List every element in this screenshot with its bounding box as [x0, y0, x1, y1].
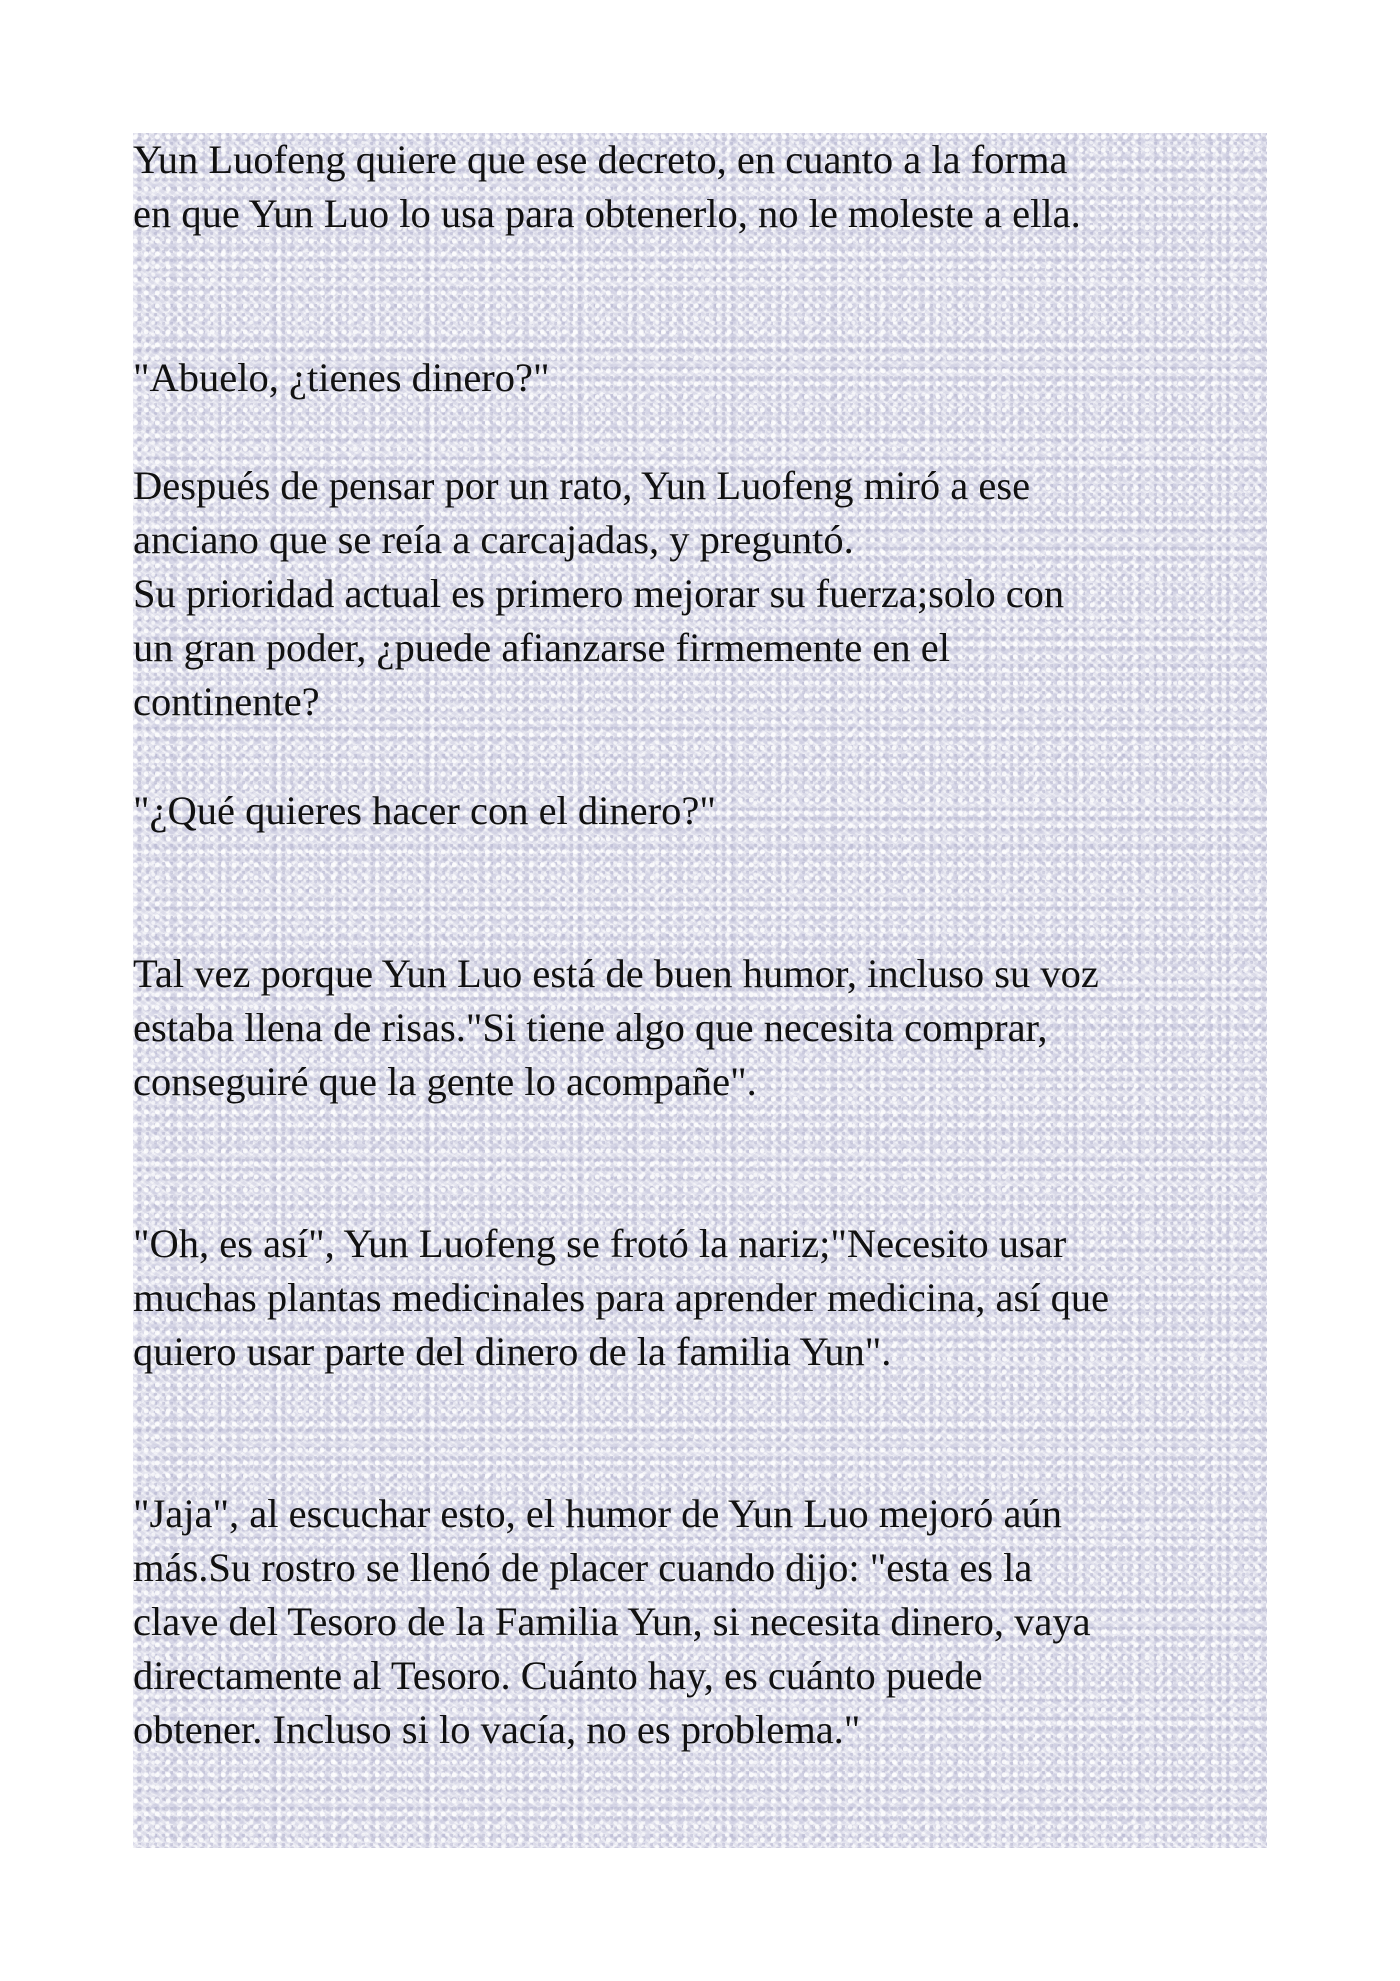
paragraph-4: [133, 784, 716, 838]
text-line: estaba llena de risas."Si tiene algo que necesita comprar,: [133, 1005, 1048, 1050]
paragraph-1: [133, 133, 1081, 241]
text-line: quiero usar parte del dinero de la familia Yun".: [133, 1329, 892, 1374]
text-line: más.Su rostro se llenó de placer cuando dijo: "esta es la: [133, 1545, 1033, 1590]
paragraph-6: [133, 1217, 1109, 1379]
text-line: obtener. Incluso si lo vacía, no es problema.": [133, 1707, 861, 1752]
text-line: "Oh, es así", Yun Luofeng se frotó la nariz;"Necesito usar: [133, 1221, 1067, 1266]
text-line: un gran poder, ¿puede afianzarse firmemente en el: [133, 625, 950, 670]
text-line: Su prioridad actual es primero mejorar su fuerza;solo con: [133, 571, 1065, 616]
text-line: anciano que se reía a carcajadas, y preguntó.: [133, 517, 854, 562]
text-line: clave del Tesoro de la Familia Yun, si necesita dinero, vaya: [133, 1599, 1091, 1644]
text-line: directamente al Tesoro. Cuánto hay, es cuánto puede: [133, 1653, 983, 1698]
text-line: muchas plantas medicinales para aprender medicina, así que: [133, 1275, 1110, 1320]
paragraph-3: [133, 459, 1064, 729]
text-line: conseguiré que la gente lo acompañe".: [133, 1059, 757, 1104]
text-line: "Jaja", al escuchar esto, el humor de Yun Luo mejoró aún: [133, 1491, 1063, 1536]
text-line: Después de pensar por un rato, Yun Luofeng miró a ese: [133, 463, 1031, 508]
paragraph-5: [133, 947, 1099, 1109]
text-line: continente?: [133, 679, 320, 724]
text-line: Tal vez porque Yun Luo está de buen humor, incluso su voz: [133, 951, 1099, 996]
text-line: "¿Qué quieres hacer con el dinero?": [133, 788, 716, 833]
text-line: en que Yun Luo lo usa para obtenerlo, no le moleste a ella.: [133, 191, 1081, 236]
paragraph-2: [133, 351, 550, 405]
text-line: Yun Luofeng quiere que ese decreto, en cuanto a la forma: [133, 137, 1068, 182]
text-line: "Abuelo, ¿tienes dinero?": [133, 355, 550, 400]
paragraph-7: [133, 1487, 1091, 1757]
